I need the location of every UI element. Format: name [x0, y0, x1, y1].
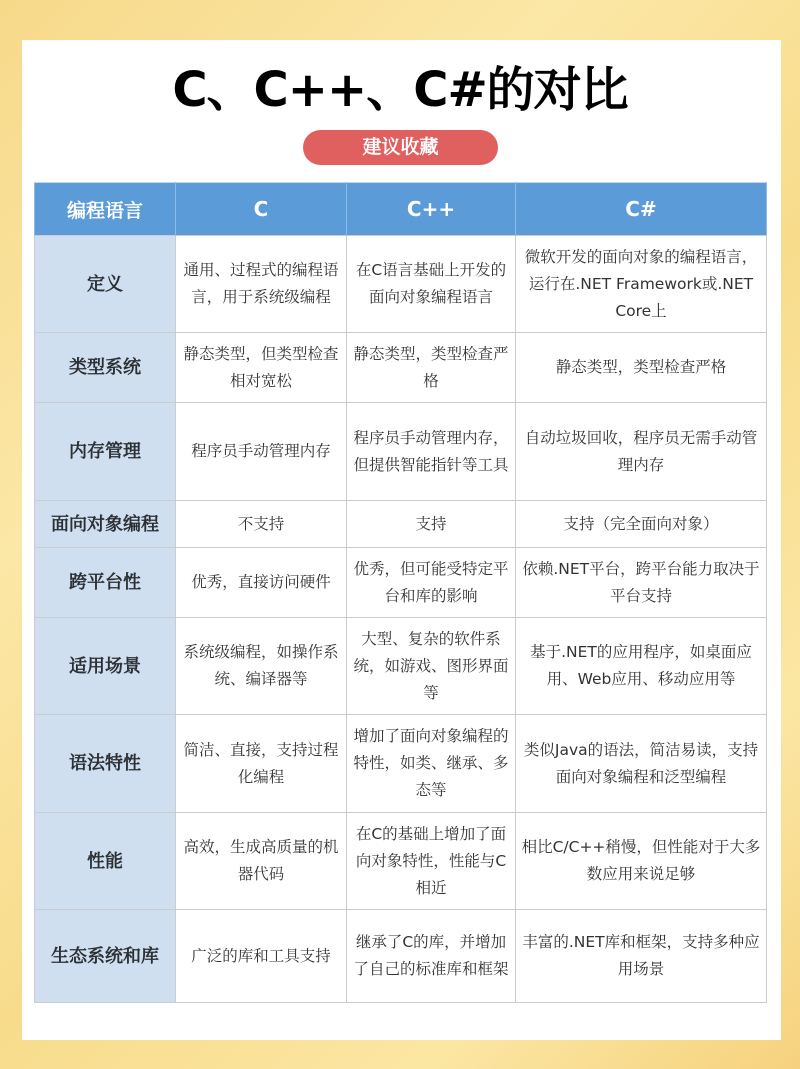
row-label: 定义	[35, 236, 176, 333]
table-row-syntax	[35, 715, 767, 813]
header-csharp: C#	[516, 183, 767, 236]
cell-cpp: 优秀，但可能受特定平台和库的影响	[347, 548, 516, 618]
row-label: 生态系统和库	[35, 910, 176, 1003]
cell-csharp: 基于.NET的应用程序，如桌面应用、Web应用、移动应用等	[516, 618, 767, 715]
cell-cpp: 支持	[347, 501, 516, 548]
table-row-memory	[35, 403, 767, 501]
row-label: 适用场景	[35, 618, 176, 715]
cell-cpp: 继承了C的库，并增加了自己的标准库和框架	[347, 910, 516, 1003]
cell-csharp: 丰富的.NET库和框架，支持多种应用场景	[516, 910, 767, 1003]
cell-c: 广泛的库和工具支持	[176, 910, 347, 1003]
table-row-definition	[35, 236, 767, 333]
header-language: 编程语言	[35, 183, 176, 236]
table-row-oop	[35, 501, 767, 548]
table-row-cross-platform	[35, 548, 767, 618]
table-header-row	[35, 183, 767, 236]
cell-c: 优秀，直接访问硬件	[176, 548, 347, 618]
cell-c: 高效，生成高质量的机器代码	[176, 813, 347, 910]
cell-csharp: 自动垃圾回收，程序员无需手动管理内存	[516, 403, 767, 501]
row-label: 类型系统	[35, 333, 176, 403]
table-row-ecosystem	[35, 910, 767, 1003]
cell-cpp: 在C的基础上增加了面向对象特性，性能与C相近	[347, 813, 516, 910]
cell-c: 程序员手动管理内存	[176, 403, 347, 501]
header-c: C	[176, 183, 347, 236]
row-label: 跨平台性	[35, 548, 176, 618]
row-label: 内存管理	[35, 403, 176, 501]
cell-c: 简洁、直接，支持过程化编程	[176, 715, 347, 813]
cell-csharp: 支持（完全面向对象）	[516, 501, 767, 548]
table-row-performance	[35, 813, 767, 910]
cell-cpp: 程序员手动管理内存，但提供智能指针等工具	[347, 403, 516, 501]
cell-csharp: 静态类型，类型检查严格	[516, 333, 767, 403]
cell-c: 系统级编程，如操作系统、编译器等	[176, 618, 347, 715]
bookmark-badge: 建议收藏	[303, 130, 498, 165]
cell-csharp: 相比C/C++稍慢，但性能对于大多数应用来说足够	[516, 813, 767, 910]
row-label: 面向对象编程	[35, 501, 176, 548]
cell-cpp: 静态类型，类型检查严格	[347, 333, 516, 403]
cell-c: 静态类型，但类型检查相对宽松	[176, 333, 347, 403]
cell-csharp: 微软开发的面向对象的编程语言，运行在.NET Framework或.NET Core上	[516, 236, 767, 333]
cell-csharp: 依赖.NET平台，跨平台能力取决于平台支持	[516, 548, 767, 618]
comparison-table	[34, 182, 767, 1003]
cell-c: 不支持	[176, 501, 347, 548]
page-title: C、C++、C#的对比	[172, 62, 628, 118]
cell-cpp: 增加了面向对象编程的特性，如类、继承、多态等	[347, 715, 516, 813]
table-row-use-cases	[35, 618, 767, 715]
row-label: 语法特性	[35, 715, 176, 813]
cell-csharp: 类似Java的语法，简洁易读，支持面向对象编程和泛型编程	[516, 715, 767, 813]
cell-c: 通用、过程式的编程语言，用于系统级编程	[176, 236, 347, 333]
row-label: 性能	[35, 813, 176, 910]
table-row-type-system	[35, 333, 767, 403]
cell-cpp: 在C语言基础上开发的面向对象编程语言	[347, 236, 516, 333]
cell-cpp: 大型、复杂的软件系统，如游戏、图形界面等	[347, 618, 516, 715]
header-cpp: C++	[347, 183, 516, 236]
